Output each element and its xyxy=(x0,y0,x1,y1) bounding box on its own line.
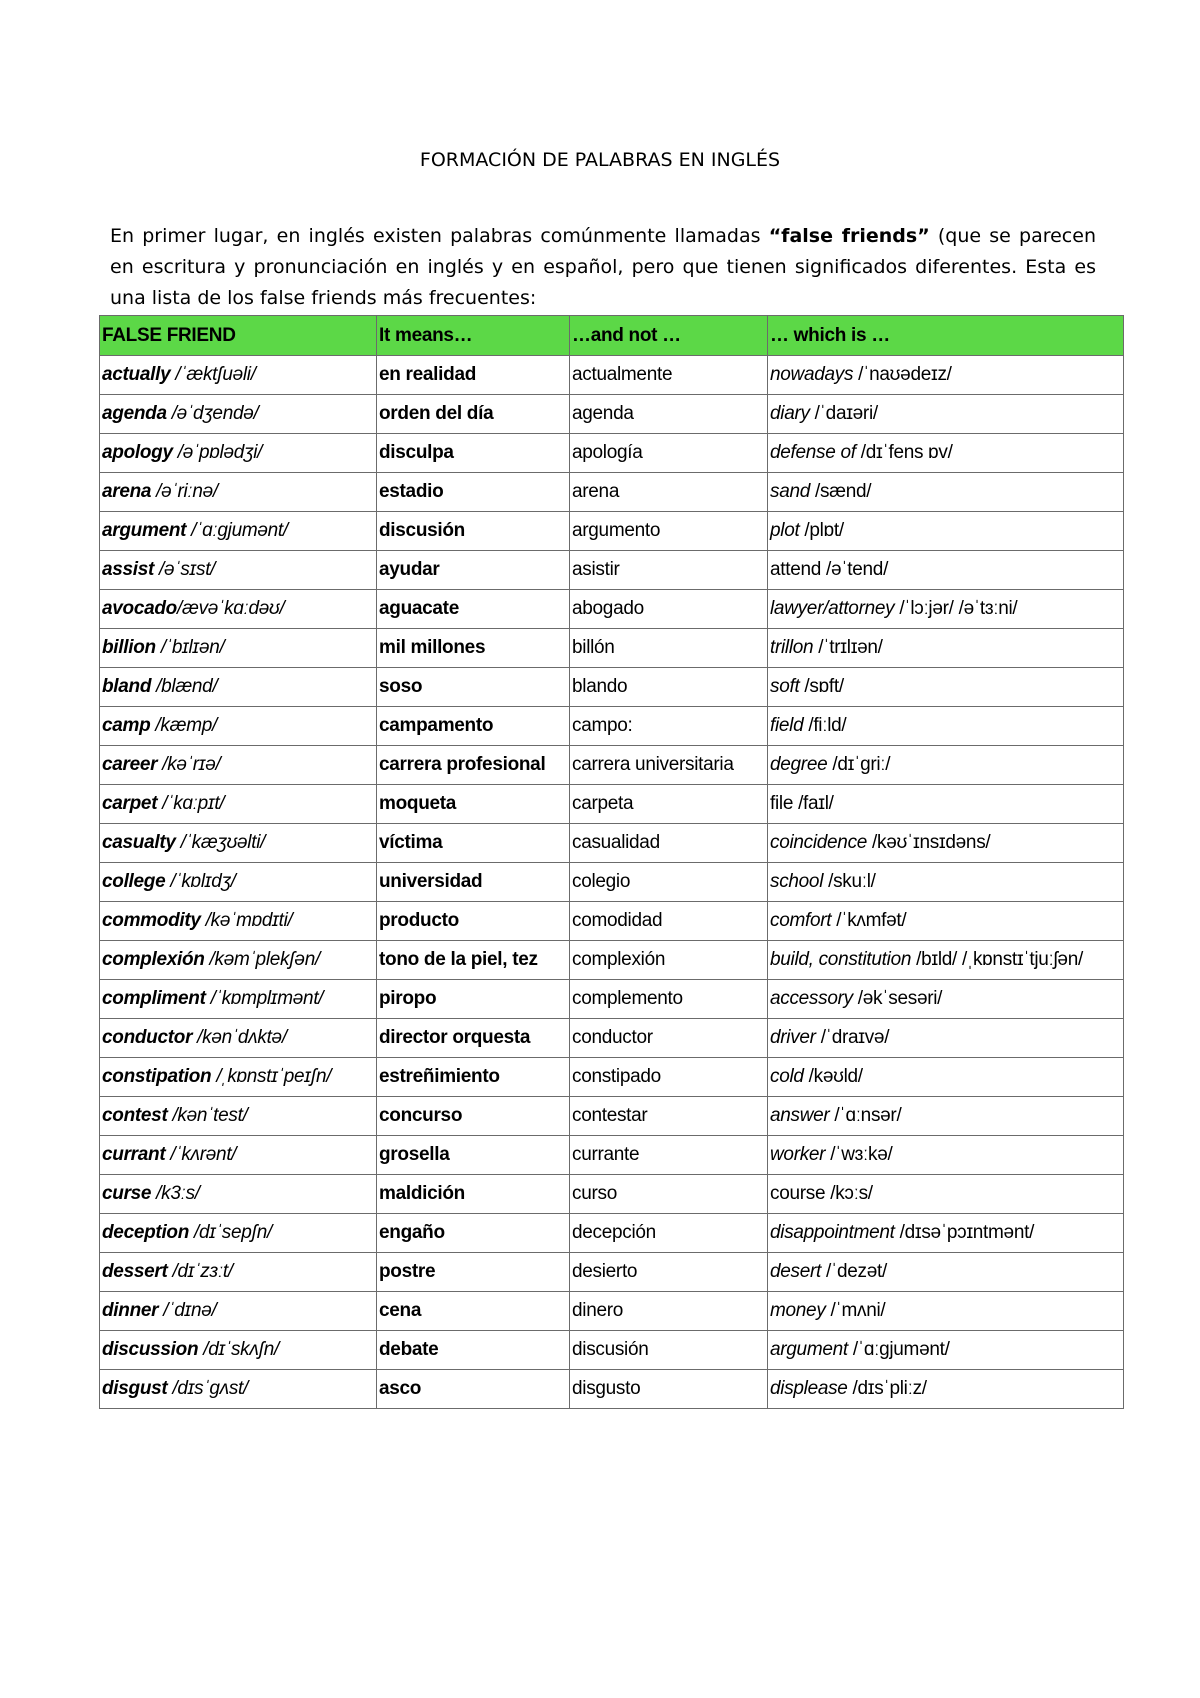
table-row xyxy=(100,1136,1124,1175)
which-is-pronunciation: /ˈɑːgjumənt/ xyxy=(847,1339,950,1360)
which-is-pronunciation: /dɪˈfens ɒv/ xyxy=(855,442,953,463)
which-is-cell xyxy=(768,746,1124,785)
table-row xyxy=(100,824,1124,863)
which-is-word: accessory xyxy=(770,988,853,1009)
and-not-cell: colegio xyxy=(570,863,768,902)
which-is-cell xyxy=(768,1058,1124,1097)
means-cell: moqueta xyxy=(377,785,570,824)
table-row xyxy=(100,551,1124,590)
false-friend-pronunciation: /əˈpɒlədʒi/ xyxy=(172,442,263,463)
which-is-pronunciation: /ˈtrɪlɪən/ xyxy=(813,637,883,658)
which-is-pronunciation: /sɒft/ xyxy=(799,676,844,697)
and-not-cell: contestar xyxy=(570,1097,768,1136)
and-not-cell: blando xyxy=(570,668,768,707)
false-friend-word: discussion xyxy=(102,1339,199,1360)
intro-highlight: “false friends” xyxy=(768,225,930,247)
which-is-word: build, constitution xyxy=(770,949,912,970)
table-row xyxy=(100,785,1124,824)
and-not-cell: dinero xyxy=(570,1292,768,1331)
false-friend-pronunciation: /dɪsˈgʌst/ xyxy=(167,1378,249,1399)
which-is-pronunciation: /əˈtend/ xyxy=(821,559,889,580)
false-friend-cell xyxy=(100,473,377,512)
which-is-cell xyxy=(768,824,1124,863)
means-cell: piropo xyxy=(377,980,570,1019)
false-friend-cell xyxy=(100,590,377,629)
means-cell: en realidad xyxy=(377,356,570,395)
false-friend-pronunciation: /əˈdʒendə/ xyxy=(166,403,259,424)
false-friend-word: avocado xyxy=(102,598,177,619)
which-is-word: degree xyxy=(770,754,828,775)
header-false-friend: FALSE FRIEND xyxy=(100,316,377,356)
which-is-cell xyxy=(768,902,1124,941)
which-is-cell xyxy=(768,707,1124,746)
which-is-word: lawyer/attorney xyxy=(770,598,895,619)
false-friend-pronunciation: /ævəˈkɑːdəʊ/ xyxy=(177,598,285,619)
false-friend-word: bland xyxy=(102,676,152,697)
table-row xyxy=(100,1214,1124,1253)
which-is-word: sand xyxy=(770,481,811,502)
false-friend-word: arena xyxy=(102,481,152,502)
table-row xyxy=(100,473,1124,512)
false-friend-pronunciation: /k3ːs/ xyxy=(151,1183,200,1204)
which-is-word: nowadays xyxy=(770,364,854,385)
false-friend-cell xyxy=(100,1058,377,1097)
which-is-pronunciation: /bɪld/ /ˌkɒnstɪˈtjuːʃən/ xyxy=(911,949,1083,970)
means-cell: discusión xyxy=(377,512,570,551)
which-is-word: field xyxy=(770,715,804,736)
false-friend-pronunciation: /kæmp/ xyxy=(150,715,217,736)
false-friend-pronunciation: /ˈkɒmplɪmənt/ xyxy=(205,988,324,1009)
false-friend-cell xyxy=(100,629,377,668)
means-cell: concurso xyxy=(377,1097,570,1136)
and-not-cell: complexión xyxy=(570,941,768,980)
and-not-cell: asistir xyxy=(570,551,768,590)
and-not-cell: discusión xyxy=(570,1331,768,1370)
which-is-cell xyxy=(768,473,1124,512)
and-not-cell: decepción xyxy=(570,1214,768,1253)
which-is-pronunciation: /fiːld/ xyxy=(803,715,847,736)
which-is-cell xyxy=(768,785,1124,824)
which-is-word: driver xyxy=(770,1027,816,1048)
means-cell: estadio xyxy=(377,473,570,512)
false-friend-cell xyxy=(100,824,377,863)
false-friend-word: commodity xyxy=(102,910,201,931)
which-is-word: coincidence xyxy=(770,832,868,853)
which-is-cell xyxy=(768,941,1124,980)
which-is-word: disappointment xyxy=(770,1222,895,1243)
which-is-pronunciation: /plɒt/ xyxy=(799,520,844,541)
which-is-pronunciation: /ˈɑːnsər/ xyxy=(829,1105,902,1126)
table-row xyxy=(100,1019,1124,1058)
false-friend-word: casualty xyxy=(102,832,176,853)
which-is-word: worker xyxy=(770,1144,826,1165)
table-row xyxy=(100,707,1124,746)
false-friend-pronunciation: /əˈriːnə/ xyxy=(151,481,218,502)
false-friend-pronunciation: /ˈkɑːpɪt/ xyxy=(157,793,225,814)
and-not-cell: curso xyxy=(570,1175,768,1214)
means-cell: grosella xyxy=(377,1136,570,1175)
false-friend-word: contest xyxy=(102,1105,168,1126)
table-row xyxy=(100,434,1124,473)
table-row xyxy=(100,1097,1124,1136)
means-cell: tono de la piel, tez xyxy=(377,941,570,980)
page-title: FORMACIÓN DE PALABRAS EN INGLÉS xyxy=(419,149,781,171)
and-not-cell: agenda xyxy=(570,395,768,434)
false-friend-cell xyxy=(100,785,377,824)
false-friend-pronunciation: /ˈkɒlɪdʒ/ xyxy=(165,871,236,892)
which-is-cell xyxy=(768,1019,1124,1058)
false-friend-pronunciation: /ˈɑːgjumənt/ xyxy=(186,520,288,541)
which-is-cell xyxy=(768,1136,1124,1175)
and-not-cell: disgusto xyxy=(570,1370,768,1409)
false-friend-cell xyxy=(100,434,377,473)
which-is-cell xyxy=(768,1175,1124,1214)
intro-text-end: (que se parecen en escritura y pronunciación en inglés y en español, pero que tienen significados diferentes. Esta es una lista de los false friends más frecuentes: xyxy=(110,225,1096,309)
false-friend-word: constipation xyxy=(102,1066,212,1087)
false-friend-cell xyxy=(100,707,377,746)
which-is-cell xyxy=(768,863,1124,902)
which-is-cell xyxy=(768,590,1124,629)
which-is-cell xyxy=(768,668,1124,707)
and-not-cell: billón xyxy=(570,629,768,668)
false-friend-word: actually xyxy=(102,364,171,385)
means-cell: campamento xyxy=(377,707,570,746)
and-not-cell: arena xyxy=(570,473,768,512)
false-friend-cell xyxy=(100,1175,377,1214)
false-friend-word: billion xyxy=(102,637,156,658)
which-is-word: diary xyxy=(770,403,810,424)
table-row xyxy=(100,668,1124,707)
table-row xyxy=(100,941,1124,980)
which-is-cell xyxy=(768,1214,1124,1253)
and-not-cell: constipado xyxy=(570,1058,768,1097)
which-is-word: school xyxy=(770,871,824,892)
and-not-cell: currante xyxy=(570,1136,768,1175)
which-is-pronunciation: /skuːl/ xyxy=(823,871,876,892)
table-row xyxy=(100,629,1124,668)
table-body xyxy=(100,356,1124,1409)
false-friend-pronunciation: /əˈsɪst/ xyxy=(154,559,216,580)
which-is-pronunciation: /əkˈsesəri/ xyxy=(852,988,943,1009)
false-friend-pronunciation: /dɪˈsepʃn/ xyxy=(189,1222,272,1243)
table-row xyxy=(100,746,1124,785)
means-cell: aguacate xyxy=(377,590,570,629)
false-friend-pronunciation: /dɪˈskʌʃn/ xyxy=(198,1339,280,1360)
false-friend-cell xyxy=(100,668,377,707)
which-is-word: plot xyxy=(770,520,800,541)
table-row xyxy=(100,590,1124,629)
header-which-is: … which is … xyxy=(768,316,1124,356)
table-row xyxy=(100,1253,1124,1292)
table-row xyxy=(100,1292,1124,1331)
which-is-word: trillon xyxy=(770,637,814,658)
table-row xyxy=(100,356,1124,395)
which-is-word: answer xyxy=(770,1105,830,1126)
means-cell: engaño xyxy=(377,1214,570,1253)
false-friend-word: assist xyxy=(102,559,155,580)
which-is-word: course xyxy=(770,1183,826,1204)
means-cell: postre xyxy=(377,1253,570,1292)
false-friend-word: disgust xyxy=(102,1378,168,1399)
false-friend-cell xyxy=(100,902,377,941)
means-cell: asco xyxy=(377,1370,570,1409)
table-row xyxy=(100,1175,1124,1214)
false-friend-word: argument xyxy=(102,520,187,541)
false-friend-word: curse xyxy=(102,1183,152,1204)
table-row xyxy=(100,395,1124,434)
false-friend-word: dinner xyxy=(102,1300,159,1321)
which-is-pronunciation: /ˈkʌmfət/ xyxy=(831,910,907,931)
which-is-cell xyxy=(768,1370,1124,1409)
header-and-not: …and not … xyxy=(570,316,768,356)
which-is-cell xyxy=(768,980,1124,1019)
which-is-pronunciation: /kəʊˈɪnsɪdəns/ xyxy=(867,832,991,853)
false-friend-pronunciation: /kənˈtest/ xyxy=(167,1105,248,1126)
and-not-cell: argumento xyxy=(570,512,768,551)
and-not-cell: casualidad xyxy=(570,824,768,863)
means-cell: ayudar xyxy=(377,551,570,590)
which-is-pronunciation: /ˈlɔːjər/ /əˈtɜːni/ xyxy=(894,598,1018,619)
false-friend-pronunciation: /ˈbɪlɪən/ xyxy=(155,637,225,658)
false-friend-cell xyxy=(100,863,377,902)
which-is-word: displease xyxy=(770,1378,848,1399)
which-is-pronunciation: /kɔːs/ xyxy=(825,1183,873,1204)
means-cell: debate xyxy=(377,1331,570,1370)
false-friend-cell xyxy=(100,1136,377,1175)
which-is-word: money xyxy=(770,1300,826,1321)
means-cell: cena xyxy=(377,1292,570,1331)
which-is-pronunciation: /dɪˈgriː/ xyxy=(827,754,891,775)
false-friend-pronunciation: /ˈdɪnə/ xyxy=(158,1300,217,1321)
which-is-pronunciation: /ˈdaɪəri/ xyxy=(809,403,878,424)
table-row xyxy=(100,980,1124,1019)
table-row xyxy=(100,1370,1124,1409)
false-friend-cell xyxy=(100,1019,377,1058)
which-is-cell xyxy=(768,434,1124,473)
false-friend-word: deception xyxy=(102,1222,190,1243)
header-it-means: It means… xyxy=(377,316,570,356)
false-friend-pronunciation: /ˈæktʃuəli/ xyxy=(170,364,256,385)
which-is-pronunciation: /ˈdezət/ xyxy=(821,1261,887,1282)
means-cell: mil millones xyxy=(377,629,570,668)
which-is-cell xyxy=(768,1253,1124,1292)
false-friend-word: currant xyxy=(102,1144,166,1165)
false-friend-pronunciation: /ˈkʌrənt/ xyxy=(165,1144,237,1165)
which-is-pronunciation: /sænd/ xyxy=(810,481,872,502)
which-is-cell xyxy=(768,551,1124,590)
false-friend-word: complexión xyxy=(102,949,205,970)
which-is-cell xyxy=(768,512,1124,551)
false-friend-cell xyxy=(100,1097,377,1136)
false-friend-word: compliment xyxy=(102,988,206,1009)
and-not-cell: complemento xyxy=(570,980,768,1019)
means-cell: orden del día xyxy=(377,395,570,434)
intro-text-start: En primer lugar, en inglés existen palabras comúnmente llamadas xyxy=(110,225,769,247)
which-is-pronunciation: /ˈdraɪvə/ xyxy=(815,1027,890,1048)
which-is-cell xyxy=(768,1292,1124,1331)
false-friend-cell xyxy=(100,1331,377,1370)
which-is-pronunciation: /ˈmʌni/ xyxy=(825,1300,886,1321)
table-row xyxy=(100,1058,1124,1097)
false-friend-word: apology xyxy=(102,442,173,463)
intro-paragraph xyxy=(110,221,1096,314)
false-friend-pronunciation: /kəmˈplekʃən/ xyxy=(204,949,320,970)
means-cell: estreñimiento xyxy=(377,1058,570,1097)
false-friend-cell xyxy=(100,395,377,434)
means-cell: universidad xyxy=(377,863,570,902)
which-is-pronunciation: /dɪsəˈpɔɪntmənt/ xyxy=(894,1222,1035,1243)
false-friend-word: dessert xyxy=(102,1261,168,1282)
and-not-cell: carrera universitaria xyxy=(570,746,768,785)
false-friend-word: carpet xyxy=(102,793,158,814)
means-cell: soso xyxy=(377,668,570,707)
false-friend-cell xyxy=(100,1292,377,1331)
and-not-cell: actualmente xyxy=(570,356,768,395)
false-friend-cell xyxy=(100,1370,377,1409)
false-friend-cell xyxy=(100,1214,377,1253)
and-not-cell: carpeta xyxy=(570,785,768,824)
and-not-cell: abogado xyxy=(570,590,768,629)
false-friend-cell xyxy=(100,1253,377,1292)
false-friend-cell xyxy=(100,512,377,551)
means-cell: director orquesta xyxy=(377,1019,570,1058)
and-not-cell: desierto xyxy=(570,1253,768,1292)
which-is-word: file xyxy=(770,793,794,814)
false-friend-cell xyxy=(100,746,377,785)
means-cell: producto xyxy=(377,902,570,941)
which-is-pronunciation: /ˈnaʊədeɪz/ xyxy=(853,364,952,385)
false-friend-pronunciation: /kəˈmɒdɪti/ xyxy=(200,910,293,931)
means-cell: maldición xyxy=(377,1175,570,1214)
false-friend-cell xyxy=(100,980,377,1019)
which-is-pronunciation: /faɪl/ xyxy=(793,793,834,814)
false-friend-cell xyxy=(100,551,377,590)
table-row xyxy=(100,863,1124,902)
and-not-cell: conductor xyxy=(570,1019,768,1058)
false-friend-cell xyxy=(100,941,377,980)
false-friend-pronunciation: /ˌkɒnstɪˈpeɪʃn/ xyxy=(211,1066,332,1087)
false-friends-table xyxy=(99,315,1124,1409)
which-is-pronunciation: /kəʊld/ xyxy=(803,1066,863,1087)
false-friend-word: career xyxy=(102,754,158,775)
false-friend-word: camp xyxy=(102,715,151,736)
which-is-word: cold xyxy=(770,1066,804,1087)
which-is-word: desert xyxy=(770,1261,822,1282)
table-row xyxy=(100,902,1124,941)
which-is-pronunciation: /ˈwɜːkə/ xyxy=(825,1144,893,1165)
false-friend-word: college xyxy=(102,871,166,892)
which-is-word: soft xyxy=(770,676,800,697)
and-not-cell: comodidad xyxy=(570,902,768,941)
which-is-cell xyxy=(768,1331,1124,1370)
false-friend-pronunciation: /ˈkæʒʊəlti/ xyxy=(175,832,266,853)
means-cell: disculpa xyxy=(377,434,570,473)
and-not-cell: apología xyxy=(570,434,768,473)
which-is-cell xyxy=(768,629,1124,668)
false-friend-word: agenda xyxy=(102,403,167,424)
table-header-row xyxy=(100,316,1124,356)
false-friend-pronunciation: /kəˈrɪə/ xyxy=(157,754,221,775)
table-row xyxy=(100,512,1124,551)
and-not-cell: campo: xyxy=(570,707,768,746)
which-is-word: defense of xyxy=(770,442,856,463)
which-is-cell xyxy=(768,356,1124,395)
which-is-pronunciation: /dɪsˈpliːz/ xyxy=(847,1378,927,1399)
which-is-cell xyxy=(768,1097,1124,1136)
which-is-word: comfort xyxy=(770,910,832,931)
means-cell: víctima xyxy=(377,824,570,863)
which-is-cell xyxy=(768,395,1124,434)
false-friend-word: conductor xyxy=(102,1027,193,1048)
false-friend-pronunciation: /dɪˈzɜːt/ xyxy=(167,1261,233,1282)
which-is-word: attend xyxy=(770,559,822,580)
means-cell: carrera profesional xyxy=(377,746,570,785)
false-friend-cell xyxy=(100,356,377,395)
false-friend-pronunciation: /blænd/ xyxy=(151,676,218,697)
which-is-word: argument xyxy=(770,1339,848,1360)
table-row xyxy=(100,1331,1124,1370)
false-friend-pronunciation: /kənˈdʌktə/ xyxy=(192,1027,287,1048)
